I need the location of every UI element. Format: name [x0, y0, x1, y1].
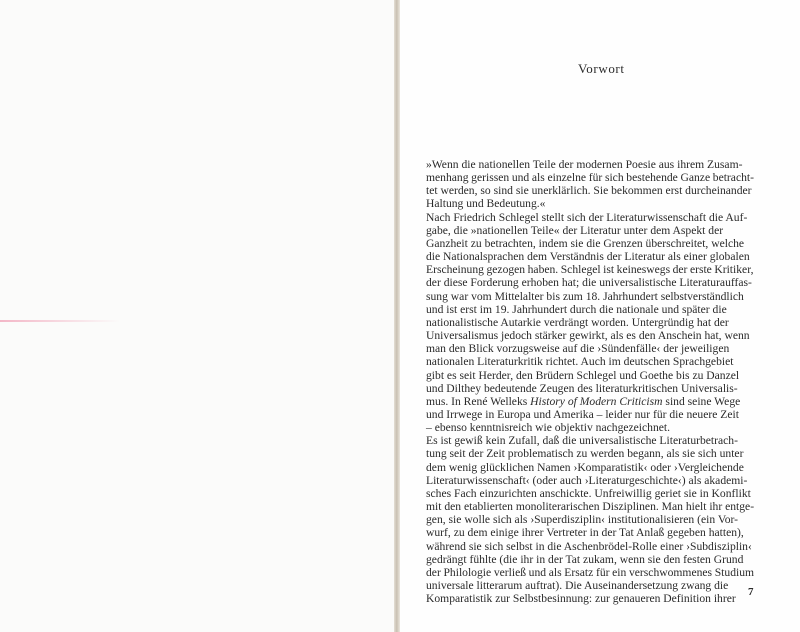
text-line: – ebenso kenntnisreich wie objektiv nachgezeichnet.: [426, 421, 671, 435]
text-line: mus. In René Welleks History of Modern Criticism sind seine Wege: [426, 394, 741, 408]
text-line: Erscheinung gezogen haben. Schlegel ist keineswegs der erste Kritiker,: [426, 263, 754, 277]
body-text: [426, 158, 754, 605]
text-line: nationalistische Autarkie verdrängt worden. Untergründig hat der: [426, 315, 729, 329]
chapter-title: Vorwort: [578, 61, 625, 76]
text-line: universale litterarum auftrat). Die Auseinandersetzung zwang die: [426, 579, 729, 592]
text-line: sches Fach einzurichten anschickte. Unfreiwillig geriet sie in Konflikt: [426, 486, 751, 500]
text-line: gedrängt fühlte (die ihr in der Tat zukam, wenn sie den festen Grund: [426, 552, 744, 566]
text-line: gibt es seit Herder, den Brüdern Schlegel und Goethe bis zu Danzel: [426, 368, 740, 382]
text-line: tet werden, so sind sie unerklärlich. Sie bekommen erst durcheinander: [426, 184, 752, 198]
text-line: Ganzheit zu betrachten, indem sie die Grenzen überschreitet, welche: [426, 236, 745, 250]
text-line: Haltung und Bedeutung.«: [426, 197, 546, 211]
text-line: sung war vom Mittelalter bis zum 18. Jahrhundert selbstverständlich: [426, 289, 744, 303]
text-line: gabe, die »nationellen Teile« der Literatur unter dem Aspekt der: [426, 223, 724, 237]
book-title-italic: History of Modern Criticism: [530, 394, 663, 408]
text-line: Komparatistik zur Selbstbesinnung: zur genaueren Definition ihrer: [426, 592, 736, 606]
text-line: die Nationalsprachen dem Verständnis der Literatur als einer globalen: [426, 250, 750, 264]
text-line: während sie sich selbst in die Aschenbrödel-Rolle einer ›Subdisziplin‹: [426, 539, 752, 553]
text-line: der diese Forderung erhoben hat; die universalistische Literaturauffas-: [426, 276, 752, 290]
page-number: 7: [748, 586, 754, 598]
text-line: Es ist gewiß kein Zufall, daß die universalistische Literaturbetrach-: [426, 434, 738, 448]
text-line: der Philologie verließ und als Ersatz für ein verschwommenes Studium: [426, 565, 755, 579]
text-line: menhang gerissen und als einzelne für sich bestehende Ganze betracht-: [426, 171, 754, 185]
text-line: und Irrwege in Europa und Amerika – leider nur für die neuere Zeit: [426, 407, 739, 421]
text-line: Literaturwissenschaft‹ (oder auch ›Literaturgeschichte‹) als akademi-: [426, 473, 748, 487]
pink-mark: [0, 320, 120, 322]
text-line: Universalismus jedoch stärker gewirkt, als es den Anschein hat, wenn: [426, 329, 750, 343]
text-line: dem wenig glücklichen Namen ›Komparatistik‹ oder ›Vergleichende: [426, 460, 744, 474]
text-line: nationalen Literaturkritik richtet. Auch im deutschen Sprachgebiet: [426, 355, 734, 369]
text-line: und Dilthey bedeutende Zeugen des literaturkritischen Universalis-: [426, 381, 738, 395]
text-line: »Wenn die nationellen Teile der modernen Poesie aus ihrem Zusam-: [426, 158, 743, 171]
text-line: mit den etablierten monoliterarischen Disziplinen. Man hielt ihr entge-: [426, 500, 755, 514]
text-line: tung seit der Zeit problematisch zu werden begann, als sie sich unter: [426, 447, 744, 461]
text-line: Nach Friedrich Schlegel stellt sich der Literaturwissenschaft die Auf-: [426, 210, 748, 224]
text-line: wurf, zu dem einige ihrer Vertreter in der Tat Anlaß gegeben hatten),: [426, 526, 744, 540]
text-line: man den Blick vorzugsweise auf die ›Sündenfälle‹ der jeweiligen: [426, 342, 730, 356]
text-line: gen, sie wolle sich als ›Superdisziplin‹ institutionalisieren (ein Vor-: [426, 513, 738, 527]
left-page-blank: [0, 0, 394, 632]
text-line: und ist erst im 19. Jahrhundert durch die nationale und später die: [426, 302, 727, 316]
